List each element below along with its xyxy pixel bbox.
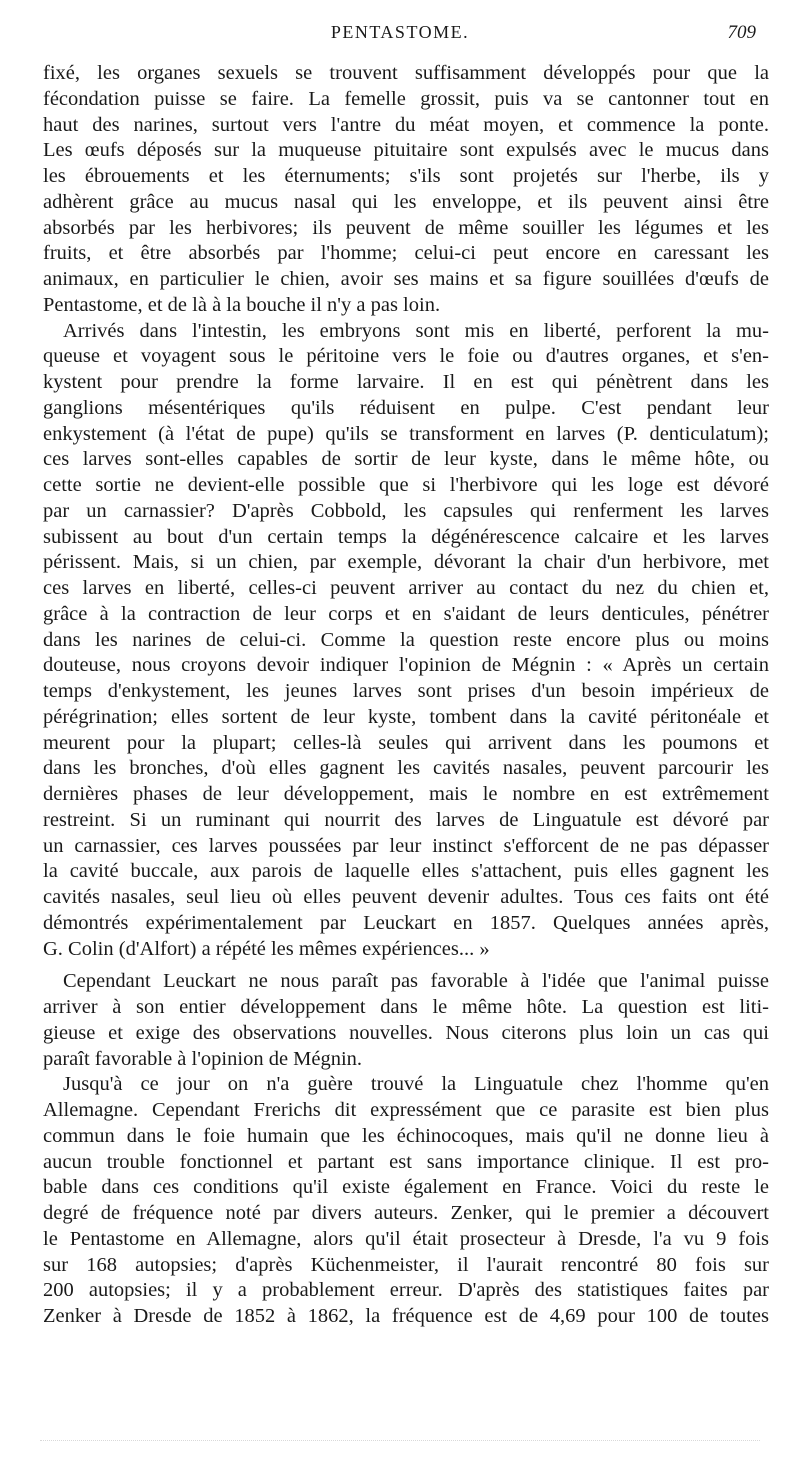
text-line: grâce à la contraction de leur corps et en s'aidant de leurs denticules, pénétrer <box>43 602 769 625</box>
paragraph-first-line: Cependant Leuckart ne nous paraît pas favorable à l'idée que l'animal puisse <box>63 970 769 993</box>
text-line: Allemagne. Cependant Frerichs dit expressément que ce parasite est bien plus <box>43 1099 769 1121</box>
body-text <box>43 61 769 1330</box>
text-line: ces larves sont-elles capables de sortir de leur kyste, dans le même hôte, ou <box>43 448 769 471</box>
text-line: Pentastome, et de là à la bouche il n'y a pas loin. <box>43 293 441 316</box>
text-line: queuse et voyagent sous le péritoine vers le foie ou d'autres organes, et s'en- <box>43 345 769 368</box>
text-line: subissent au bout d'un certain temps la dégénérescence calcaire et les larves <box>43 525 769 548</box>
paragraph-first-line: Jusqu'à ce jour on n'a guère trouvé la Linguatule chez l'homme qu'en <box>63 1073 769 1096</box>
paragraph-first-line: Arrivés dans l'intestin, les embryons sont mis en liberté, perforent la mu- <box>63 319 769 342</box>
text-line: 200 autopsies; il y a probablement erreur. D'après des statistiques faites par <box>43 1279 769 1302</box>
text-line: sur 168 autopsies; d'après Küchenmeister, il l'aurait rencontré 80 fois sur <box>43 1253 769 1276</box>
text-line: meurent pour la plupart; celles-là seules qui arrivent dans les poumons et <box>43 731 769 754</box>
text-line: bable dans ces conditions qu'il existe également en France. Voici du reste le <box>43 1176 769 1199</box>
text-line: fixé, les organes sexuels se trouvent suffisamment développés pour que la <box>43 62 769 84</box>
text-line: un carnassier, ces larves poussées par leur instinct s'efforcent de ne pas dépasser <box>43 834 769 857</box>
running-title: PENTASTOME. <box>330 22 470 42</box>
text-line: ces larves en liberté, celles-ci peuvent arriver au contact du nez du chien et, <box>43 577 769 599</box>
text-line: aucun trouble fonctionnel et partant est sans importance clinique. Il est pro- <box>43 1150 769 1173</box>
text-line: dernières phases de leur développement, mais le nombre en est extrêmement <box>43 783 769 805</box>
text-line: douteuse, nous croyons devoir indiquer l'opinion de Mégnin : « Après un certain <box>43 654 769 677</box>
text-line: enkystement (à l'état de pupe) qu'ils se transforment en larves (P. denticulatum); <box>43 422 769 445</box>
text-line: commun dans le foie humain que les échinocoques, mais qu'il ne donne lieu à <box>43 1124 769 1147</box>
text-line: adhèrent grâce au mucus nasal qui les enveloppe, et ils peuvent ainsi être <box>43 190 769 213</box>
running-header <box>36 8 764 42</box>
text-line: le Pentastome en Allemagne, alors qu'il était prosecteur à Dresde, l'a vu 9 fois <box>43 1227 769 1250</box>
text-line: temps d'enkystement, les jeunes larves sont prises d'un besoin impérieux de <box>43 680 769 702</box>
scan-specks <box>40 1440 760 1447</box>
text-line: paraît favorable à l'opinion de Mégnin. <box>43 1047 363 1070</box>
text-line: absorbés par les herbivores; ils peuvent de même souiller les légumes et les <box>43 216 769 239</box>
text-line: dans les bronches, d'où elles gagnent les cavités nasales, peuvent parcourir les <box>43 757 769 780</box>
text-line: démontrés expérimentalement par Leuckart en 1857. Quelques années après, <box>43 911 769 934</box>
text-line: restreint. Si un ruminant qui nourrit des larves de Linguatule est dévoré par <box>43 808 769 831</box>
text-line: dans les narines de celui-ci. Comme la question reste encore plus ou moins <box>43 628 769 651</box>
text-line: Les œufs déposés sur la muqueuse pituitaire sont expulsés avec le mucus dans <box>43 139 769 162</box>
text-line: périssent. Mais, si un chien, par exemple, dévorant la chair d'un herbivore, met <box>43 551 769 574</box>
text-line: G. Colin (d'Alfort) a répété les mêmes expériences... » <box>43 937 490 960</box>
text-line: kystent pour prendre la forme larvaire. Il en est qui pénètrent dans les <box>43 371 769 393</box>
text-line: haut des narines, surtout vers l'antre du méat moyen, et commence la ponte. <box>43 113 769 136</box>
text-line: par un carnassier? D'après Cobbold, les capsules qui renferment les larves <box>43 499 769 522</box>
text-line: arriver à son entier développement dans le même hôte. La question est liti- <box>43 996 769 1018</box>
text-line: gieuse et exige des observations nouvelles. Nous citerons plus loin un cas qui <box>43 1021 769 1044</box>
text-line: fécondation puisse se faire. La femelle grossit, puis va se cantonner tout en <box>43 87 769 110</box>
text-line: ganglions mésentériques qu'ils réduisent en pulpe. C'est pendant leur <box>43 396 769 419</box>
text-line: animaux, en particulier le chien, avoir ses mains et sa figure souillées d'œufs de <box>43 268 769 290</box>
text-line: la cavité buccale, aux parois de laquelle elles s'attachent, puis elles gagnent les <box>43 860 769 883</box>
text-line: pérégrination; elles sortent de leur kyste, tombent dans la cavité péritonéale et <box>43 705 769 728</box>
text-line: cavités nasales, seul lieu où elles peuvent devenir adultes. Tous ces faits ont été <box>43 886 769 908</box>
text-line: cette sortie ne devient-elle possible que si l'herbivore qui les loge est dévoré <box>43 474 769 496</box>
text-line: fruits, et être absorbés par l'homme; celui-ci peut encore en caressant les <box>43 242 769 265</box>
text-line: Zenker à Dresde de 1852 à 1862, la fréquence est de 4,69 pour 100 de toutes <box>43 1305 769 1327</box>
text-line: degré de fréquence noté par divers auteurs. Zenker, qui le premier a découvert <box>43 1202 769 1224</box>
page-number: 709 <box>727 22 756 43</box>
text-line: les ébrouements et les éternuments; s'ils sont projetés sur l'herbe, ils y <box>43 165 769 187</box>
